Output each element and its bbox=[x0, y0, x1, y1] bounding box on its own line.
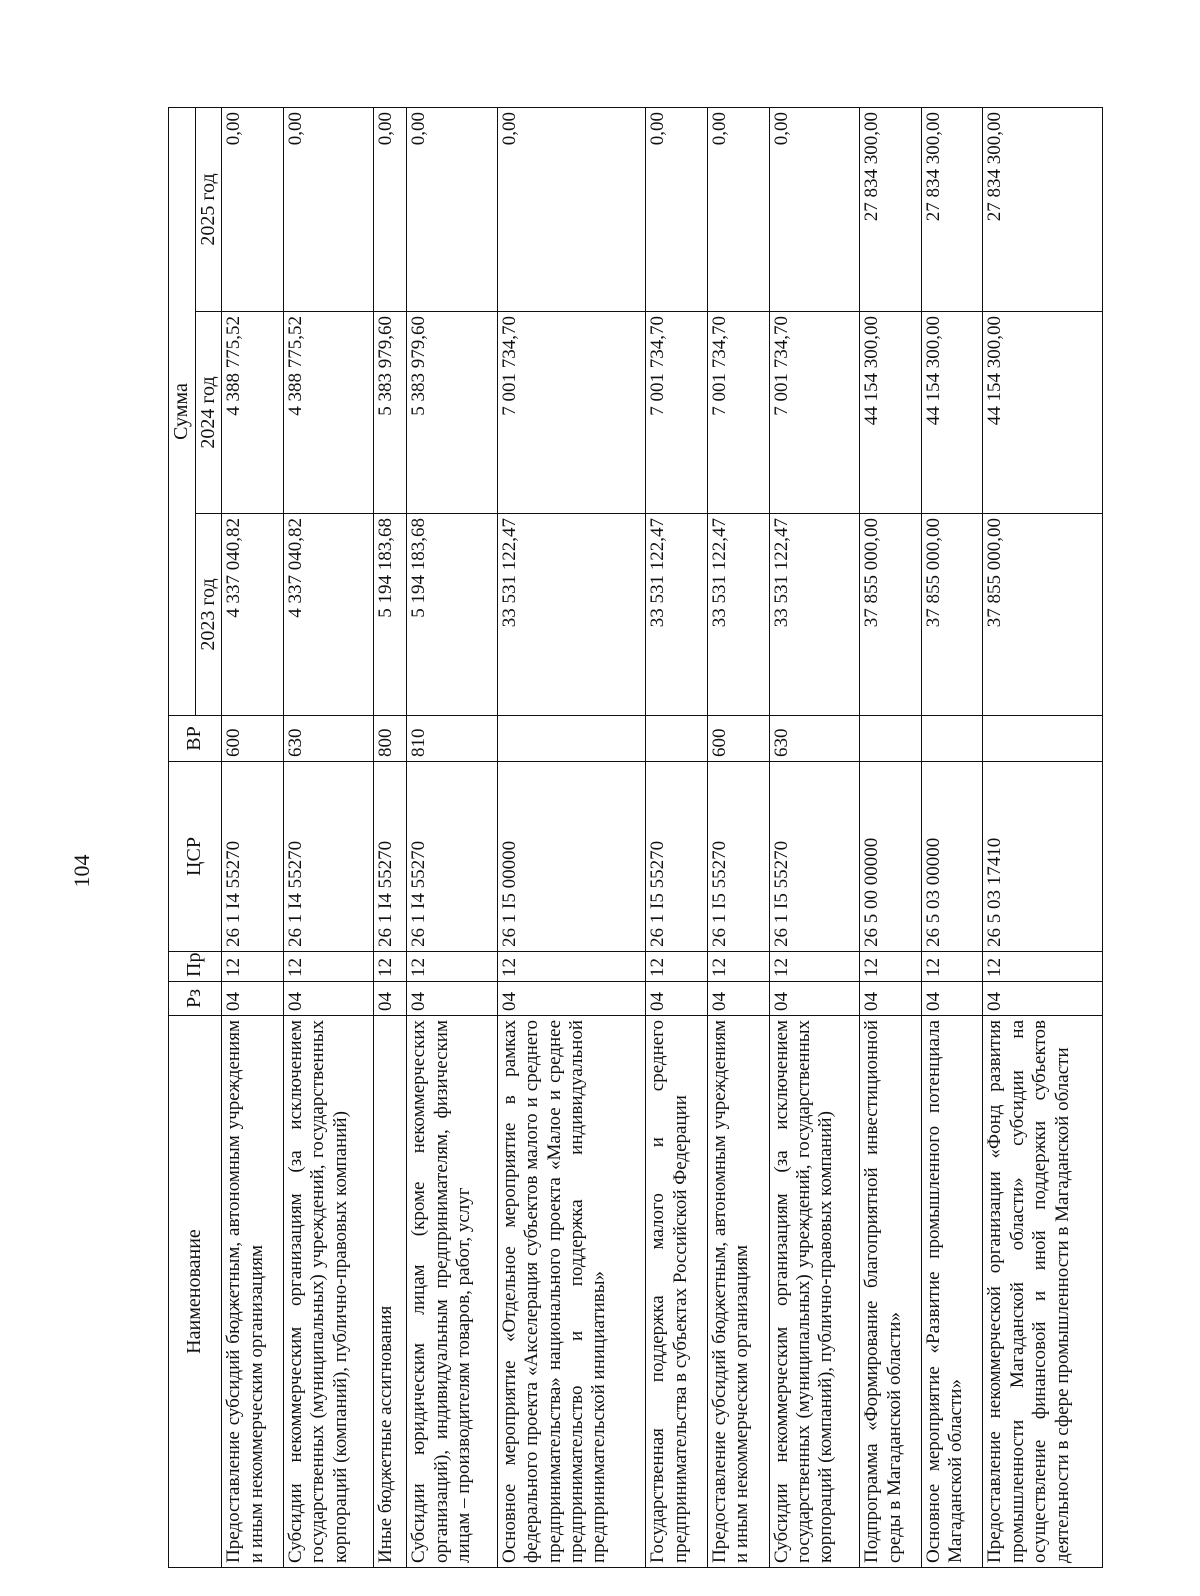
cell-2025: 27 834 300,00 bbox=[921, 107, 983, 311]
header-2023: 2023 год bbox=[195, 514, 222, 716]
cell-2024: 44 154 300,00 bbox=[860, 312, 922, 514]
cell-csr: 26 1 I5 55270 bbox=[707, 762, 769, 952]
table-row bbox=[497, 107, 645, 1567]
cell-name: Субсидии некоммерческим организациям (за исключением государственных (муниципальных) учреждений, государственных корпораций (компаний), публично-правовых компаний) bbox=[283, 1016, 374, 1568]
cell-name: Основное мероприятие «Развитие промышленного потенциала Магаданской области» bbox=[921, 1016, 983, 1568]
page-number-wrap bbox=[62, 854, 102, 898]
table-row bbox=[374, 107, 407, 1567]
cell-rz: 04 bbox=[860, 982, 922, 1016]
rotated-table-container bbox=[168, 108, 1103, 1568]
cell-2023: 33 531 122,47 bbox=[707, 514, 769, 716]
cell-vr bbox=[983, 716, 1103, 762]
cell-csr: 26 1 I4 55270 bbox=[374, 762, 407, 952]
cell-rz: 04 bbox=[497, 982, 645, 1016]
cell-pr: 12 bbox=[222, 952, 284, 982]
cell-2025: 0,00 bbox=[407, 107, 498, 311]
cell-csr: 26 1 I4 55270 bbox=[283, 762, 374, 952]
cell-pr: 12 bbox=[769, 952, 860, 982]
cell-2023: 37 855 000,00 bbox=[921, 514, 983, 716]
header-sum: Сумма bbox=[169, 107, 196, 715]
cell-2024: 7 001 734,70 bbox=[707, 312, 769, 514]
table-row bbox=[769, 107, 860, 1567]
cell-2024: 4 388 775,52 bbox=[222, 312, 284, 514]
cell-vr bbox=[860, 716, 922, 762]
cell-2024: 5 383 979,60 bbox=[407, 312, 498, 514]
cell-csr: 26 1 I5 00000 bbox=[497, 762, 645, 952]
cell-name: Субсидии юридическим лицам (кроме некоммерческих организаций), индивидуальным предпринимателям, физическим лицам – производителям товаров, работ, услуг bbox=[407, 1016, 498, 1568]
cell-2024: 44 154 300,00 bbox=[921, 312, 983, 514]
table-row bbox=[222, 107, 284, 1567]
cell-2025: 0,00 bbox=[374, 107, 407, 311]
cell-name: Основное мероприятие «Отдельное мероприятие в рамках федерального проекта «Акселерация субъектов малого и среднего предпринимательства» национального проекта «Малое и среднее предпринимательство и поддержка индивидуальной предпринимательской инициативы» bbox=[497, 1016, 645, 1568]
page-number: 104 bbox=[69, 854, 94, 888]
cell-rz: 04 bbox=[921, 982, 983, 1016]
cell-pr: 12 bbox=[646, 952, 708, 982]
cell-csr: 26 1 I4 55270 bbox=[407, 762, 498, 952]
cell-vr bbox=[497, 716, 645, 762]
cell-2023: 4 337 040,82 bbox=[283, 514, 374, 716]
table-row bbox=[921, 107, 983, 1567]
table-row bbox=[283, 107, 374, 1567]
cell-rz: 04 bbox=[374, 982, 407, 1016]
cell-name: Предоставление субсидий бюджетным, автономным учреждениям и иным некоммерческим организациям bbox=[222, 1016, 284, 1568]
header-vr: ВР bbox=[169, 716, 222, 762]
cell-2024: 7 001 734,70 bbox=[646, 312, 708, 514]
table-row bbox=[707, 107, 769, 1567]
cell-name: Подпрограмма «Формирование благоприятной инвестиционной среды в Магаданской области» bbox=[860, 1016, 922, 1568]
cell-rz: 04 bbox=[646, 982, 708, 1016]
cell-pr: 12 bbox=[283, 952, 374, 982]
cell-vr: 630 bbox=[283, 716, 374, 762]
cell-2024: 7 001 734,70 bbox=[769, 312, 860, 514]
cell-vr: 800 bbox=[374, 716, 407, 762]
cell-2024: 5 383 979,60 bbox=[374, 312, 407, 514]
cell-pr: 12 bbox=[497, 952, 645, 982]
cell-2025: 27 834 300,00 bbox=[983, 107, 1103, 311]
table-row bbox=[407, 107, 498, 1567]
header-rz: Рз bbox=[169, 982, 222, 1016]
table-row bbox=[860, 107, 922, 1567]
cell-2024: 44 154 300,00 bbox=[983, 312, 1103, 514]
header-csr: ЦСР bbox=[169, 762, 222, 952]
cell-2023: 5 194 183,68 bbox=[407, 514, 498, 716]
cell-pr: 12 bbox=[374, 952, 407, 982]
cell-name: Предоставление некоммерческой организации «Фонд развития промышленности Магаданской области» субсидии на осуществление финансовой и иной поддержки субъектов деятельности в сфере промышленности в Магаданской области bbox=[983, 1016, 1103, 1568]
cell-rz: 04 bbox=[769, 982, 860, 1016]
cell-name: Субсидии некоммерческим организациям (за исключением государственных (муниципальных) учреждений, государственных корпораций (компаний), публично-правовых компаний) bbox=[769, 1016, 860, 1568]
header-pr: Пр bbox=[169, 952, 222, 982]
cell-pr: 12 bbox=[921, 952, 983, 982]
table-row bbox=[983, 107, 1103, 1567]
cell-rz: 04 bbox=[983, 982, 1103, 1016]
cell-vr bbox=[921, 716, 983, 762]
cell-csr: 26 1 I4 55270 bbox=[222, 762, 284, 952]
cell-vr: 600 bbox=[707, 716, 769, 762]
cell-2025: 0,00 bbox=[707, 107, 769, 311]
cell-name: Государственная поддержка малого и среднего предпринимательства в субъектах Российской Федерации bbox=[646, 1016, 708, 1568]
header-2024: 2024 год bbox=[195, 312, 222, 514]
cell-2023: 33 531 122,47 bbox=[646, 514, 708, 716]
cell-pr: 12 bbox=[983, 952, 1103, 982]
header-name: Наименование bbox=[169, 1016, 222, 1568]
cell-name: Предоставление субсидий бюджетным, автономным учреждениям и иным некоммерческим организациям bbox=[707, 1016, 769, 1568]
cell-2023: 5 194 183,68 bbox=[374, 514, 407, 716]
cell-2023: 37 855 000,00 bbox=[860, 514, 922, 716]
cell-vr: 600 bbox=[222, 716, 284, 762]
cell-2025: 0,00 bbox=[283, 107, 374, 311]
cell-csr: 26 1 I5 55270 bbox=[646, 762, 708, 952]
cell-2024: 7 001 734,70 bbox=[497, 312, 645, 514]
cell-pr: 12 bbox=[707, 952, 769, 982]
cell-csr: 26 5 03 17410 bbox=[983, 762, 1103, 952]
cell-2023: 37 855 000,00 bbox=[983, 514, 1103, 716]
cell-2025: 0,00 bbox=[222, 107, 284, 311]
cell-rz: 04 bbox=[283, 982, 374, 1016]
cell-2023: 4 337 040,82 bbox=[222, 514, 284, 716]
cell-pr: 12 bbox=[407, 952, 498, 982]
cell-vr bbox=[646, 716, 708, 762]
cell-vr: 630 bbox=[769, 716, 860, 762]
header-2025: 2025 год bbox=[195, 107, 222, 311]
cell-name: Иные бюджетные ассигнования bbox=[374, 1016, 407, 1568]
cell-2025: 0,00 bbox=[646, 107, 708, 311]
cell-rz: 04 bbox=[707, 982, 769, 1016]
cell-2023: 33 531 122,47 bbox=[497, 514, 645, 716]
cell-csr: 26 5 00 00000 bbox=[860, 762, 922, 952]
cell-pr: 12 bbox=[860, 952, 922, 982]
cell-csr: 26 1 I5 55270 bbox=[769, 762, 860, 952]
budget-table bbox=[168, 107, 1103, 1568]
cell-2023: 33 531 122,47 bbox=[769, 514, 860, 716]
table-row bbox=[646, 107, 708, 1567]
cell-2025: 0,00 bbox=[497, 107, 645, 311]
table-header bbox=[169, 107, 222, 1567]
cell-csr: 26 5 03 00000 bbox=[921, 762, 983, 952]
cell-rz: 04 bbox=[407, 982, 498, 1016]
cell-vr: 810 bbox=[407, 716, 498, 762]
cell-2024: 4 388 775,52 bbox=[283, 312, 374, 514]
cell-2025: 0,00 bbox=[769, 107, 860, 311]
cell-rz: 04 bbox=[222, 982, 284, 1016]
cell-2025: 27 834 300,00 bbox=[860, 107, 922, 311]
